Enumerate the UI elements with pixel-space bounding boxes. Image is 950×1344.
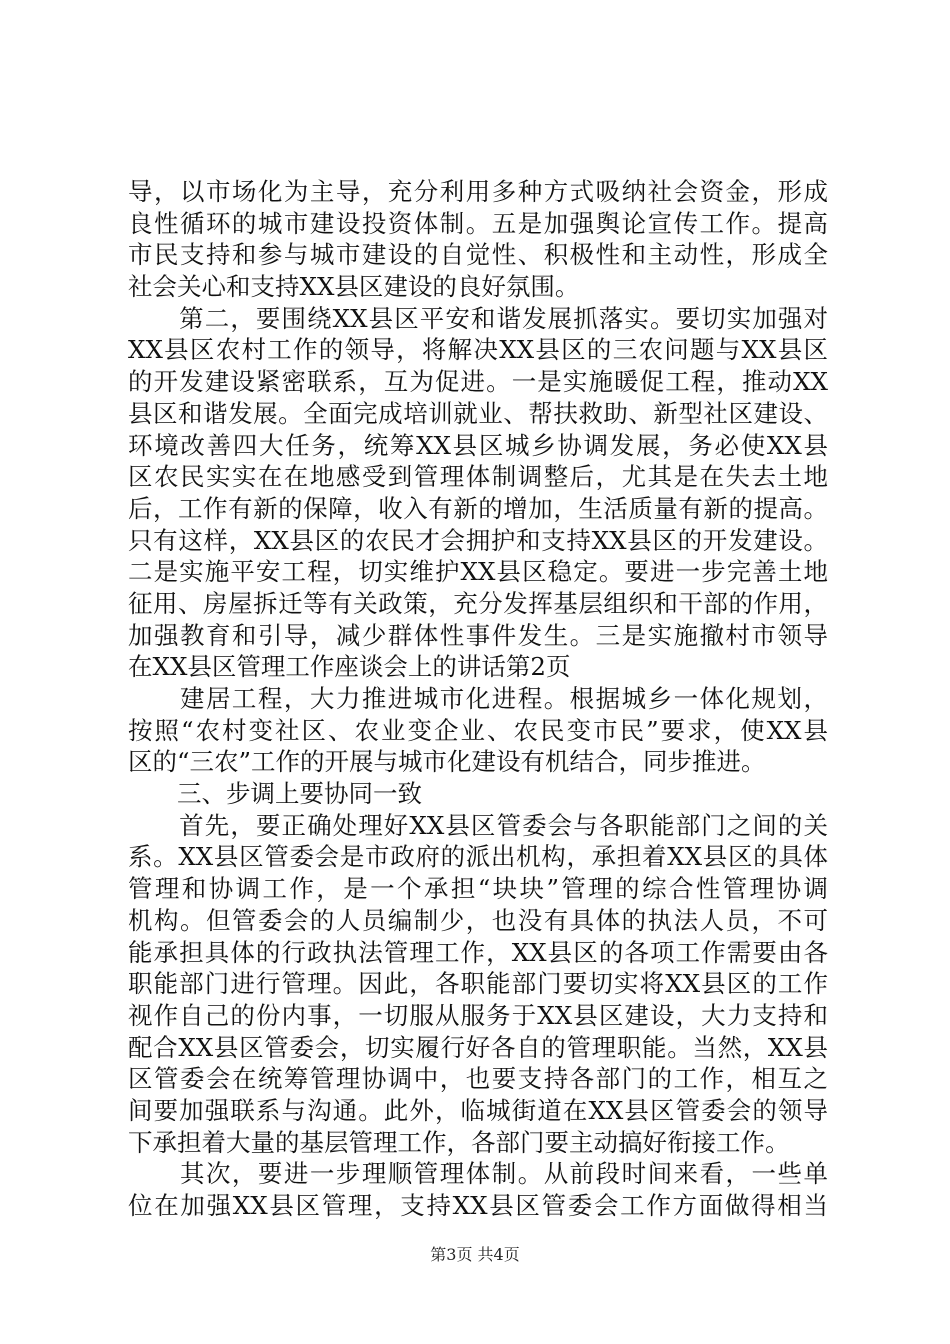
text-line: 下承担着大量的基层管理工作，各部门要主动搞好衔接工作。 [128,1127,790,1157]
text-line: 征用、房屋拆迁等有关政策，充分发挥基层组织和干部的作用， [128,588,828,618]
text-line: 加强教育和引导，减少群体性事件发生。三是实施撤村市领导 [128,620,828,650]
text-line: 首先，要正确处理好XX县区管委会与各职能部门之间的关 [128,810,828,840]
text-line: 视作自己的份内事，一切服从服务于XX县区建设，大力支持和 [128,1000,828,1030]
text-line: 配合XX县区管委会，切实履行好各自的管理职能。当然，XX县 [128,1032,828,1062]
text-line: 管理和协调工作，是一个承担“块块”管理的综合性管理协调 [128,874,828,904]
text-line: 区农民实实在在地感受到管理体制调整后，尤其是在失去土地 [128,462,828,492]
text-line: 只有这样，XX县区的农民才会拥护和支持XX县区的开发建设。 [128,525,828,555]
text-line: 的开发建设紧密联系，互为促进。一是实施暖促工程，推动XX [128,367,828,397]
text-line: 导，以市场化为主导，充分利用多种方式吸纳社会资金，形成 [128,177,828,206]
text-line: 职能部门进行管理。因此，各职能部门要切实将XX县区的工作 [128,969,828,999]
text-line: 位在加强XX县区管理，支持XX县区管委会工作方面做得相当 [128,1191,828,1220]
text-line: 县区和谐发展。全面完成培训就业、帮扶救助、新型社区建设、 [128,398,828,428]
text-line: 机构。但管委会的人员编制少，也没有具体的执法人员，不可 [128,905,828,935]
page-footer: 第3页 共4页 [430,1245,520,1264]
text-line: 社会关心和支持XX县区建设的良好氛围。 [128,272,580,302]
text-line: XX县区农村工作的领导，将解决XX县区的三农问题与XX县区 [128,335,828,365]
text-line: 环境改善四大任务，统筹XX县区城乡协调发展，务必使XX县 [128,430,828,460]
text-line: 能承担具体的行政执法管理工作，XX县区的各项工作需要由各 [128,937,828,967]
text-line: 市民支持和参与城市建设的自觉性、积极性和主动性，形成全 [128,240,828,270]
text-line: 其次，要进一步理顺管理体制。从前段时间来看，一些单 [128,1159,828,1189]
text-line: 良性循环的城市建设投资体制。五是加强舆论宣传工作。提高 [128,208,828,238]
text-line: 区的“三农”工作的开展与城市化建设有机结合，同步推进。 [128,747,766,777]
text-line: 后，工作有新的保障，收入有新的增加，生活质量有新的提高。 [128,493,828,523]
body-text [128,176,828,1222]
text-line: 按照“农村变社区、农业变企业、农民变市民”要求，使XX县 [128,715,828,745]
text-line: 在XX县区管理工作座谈会上的讲话第2页 [128,652,571,682]
text-line: 二是实施平安工程，切实维护XX县区稳定。要进一步完善土地 [128,557,828,587]
text-line: 建居工程，大力推进城市化进程。根据城乡一体化规划， [128,684,828,713]
text-line: 系。XX县区管委会是市政府的派出机构，承担着XX县区的具体 [128,842,828,872]
text-line: 第二，要围绕XX县区平安和谐发展抓落实。要切实加强对 [128,303,828,333]
text-line: 三、步调上要协同一致 [128,779,422,809]
text-line: 间要加强联系与沟通。此外，临城街道在XX县区管委会的领导 [128,1095,828,1125]
text-line: 区管委会在统筹管理协调中，也要支持各部门的工作，相互之 [128,1064,828,1094]
